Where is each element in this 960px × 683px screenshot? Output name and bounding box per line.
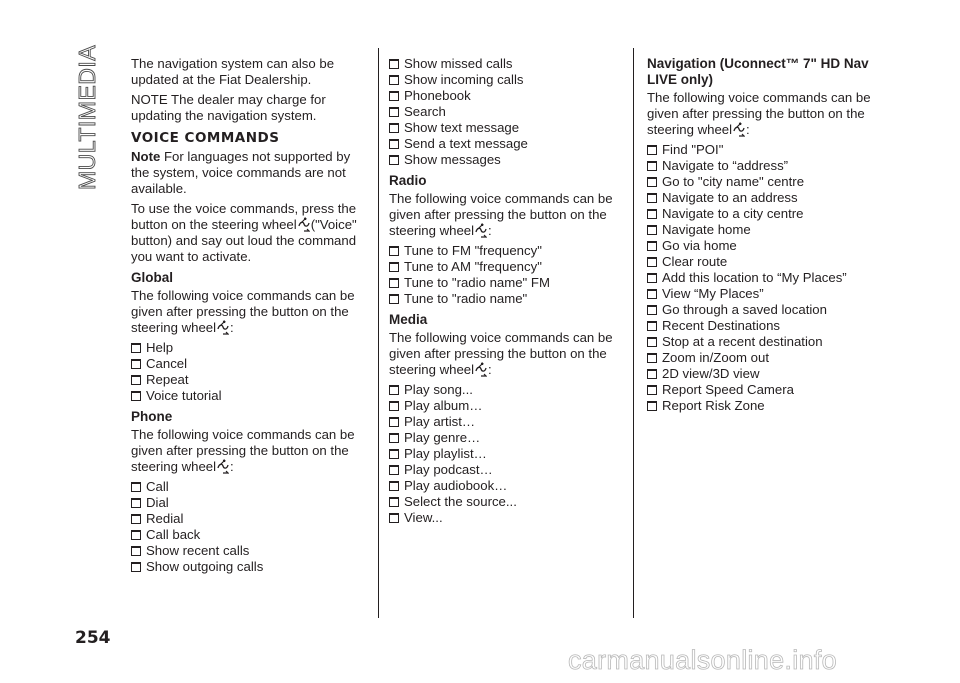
column-divider-2 [633,48,634,618]
list-item [131,559,363,575]
checkbox-bullet-icon [389,401,399,411]
list-item-label: Select the source... [404,494,517,509]
checkbox-bullet-icon [389,155,399,165]
checkbox-bullet-icon [647,161,657,171]
list-item [647,382,879,398]
checkbox-bullet-icon [389,433,399,443]
list-item-label: Go via home [662,238,737,253]
list-item-label: Play artist… [404,414,476,429]
list-item [131,543,363,559]
media-intro-text: The following voice commands can be given after pressing the button on the steering wheel [389,330,613,377]
list-item-label: Go through a saved location [662,302,827,317]
list-item [389,120,621,136]
note-label: Note [131,149,161,164]
list-item-label: Help [146,340,174,355]
watermark: carmanualsonline.info [568,645,837,675]
list-item-label: Report Speed Camera [662,382,794,397]
list-item [647,190,879,206]
list-item [131,495,363,511]
checkbox-bullet-icon [647,321,657,331]
voice-command-icon [475,362,487,377]
list-item-label: Navigate to a city centre [662,206,804,221]
checkbox-bullet-icon [647,337,657,347]
list-item-label: Dial [146,495,169,510]
list-item-label: Tune to "radio name" FM [404,275,550,290]
list-item [647,206,879,222]
checkbox-bullet-icon [389,497,399,507]
voice-commands-heading: VOICE COMMANDS [131,130,280,146]
voice-command-icon [733,122,745,137]
list-item [647,398,879,414]
voice-command-icon [217,459,229,474]
list-item [647,366,879,382]
list-item [389,478,621,494]
global-intro: The following voice commands can be given after pressing the button on the steering wheel : [131,288,355,335]
list-item-label: View... [404,510,443,525]
list-item-label: View “My Places” [662,286,764,301]
list-item-label: Play genre… [404,430,481,445]
checkbox-bullet-icon [647,209,657,219]
column-divider-1 [378,48,379,618]
checkbox-bullet-icon [647,225,657,235]
list-item [647,238,879,254]
phone-intro: The following voice commands can be given after pressing the button on the steering wheel : [131,427,355,474]
list-item [131,340,363,356]
list-item-label: Call [146,479,169,494]
checkbox-bullet-icon [647,401,657,411]
list-item [131,388,363,404]
phone-command-list [131,479,363,575]
list-item-label: Show outgoing calls [146,559,264,574]
radio-intro-text: The following voice commands can be given after pressing the button on the steering wheel [389,191,613,238]
list-item-label: Go to "city name" centre [662,174,805,189]
list-item-label: Show messages [404,152,501,167]
checkbox-bullet-icon [131,482,141,492]
list-item-label: Cancel [146,356,188,371]
list-item [389,136,621,152]
checkbox-bullet-icon [647,241,657,251]
page-number: 254 [75,628,111,648]
list-item-label: Play song... [404,382,473,397]
list-item-label: Play playlist… [404,446,487,461]
navigation-command-list [647,142,879,414]
list-item-label: Tune to FM "frequency" [404,243,542,258]
checkbox-bullet-icon [647,177,657,187]
radio-command-list [389,243,621,307]
checkbox-bullet-icon [131,359,141,369]
list-item-label: Show recent calls [146,543,250,558]
list-item-label: Tune to AM "frequency" [404,259,542,274]
checkbox-bullet-icon [647,145,657,155]
note-paragraph [131,149,363,197]
list-item [131,372,363,388]
list-item-label: Zoom in/Zoom out [662,350,770,365]
column-2 [389,56,621,530]
usage-text-after: ("Voice" button) and say out loud the command you want to activate. [131,217,357,264]
list-item-label: Play podcast… [404,462,493,477]
list-item [647,350,879,366]
list-item-label: Show text message [404,120,520,135]
list-item [389,430,621,446]
checkbox-bullet-icon [389,449,399,459]
checkbox-bullet-icon [131,391,141,401]
checkbox-bullet-icon [131,514,141,524]
checkbox-bullet-icon [647,353,657,363]
list-item-label: Navigate home [662,222,751,237]
voice-command-icon [475,223,487,238]
media-command-list [389,382,621,526]
list-item [389,510,621,526]
list-item-label: Report Risk Zone [662,398,765,413]
global-heading: Global [131,270,174,285]
list-item [389,382,621,398]
list-item-label: Call back [146,527,201,542]
list-item [131,511,363,527]
checkbox-bullet-icon [131,546,141,556]
checkbox-bullet-icon [389,294,399,304]
list-item [647,222,879,238]
checkbox-bullet-icon [389,91,399,101]
list-item [131,479,363,495]
checkbox-bullet-icon [647,289,657,299]
checkbox-bullet-icon [647,193,657,203]
list-item [389,414,621,430]
checkbox-bullet-icon [389,481,399,491]
navigation-intro-text: The following voice commands can be given after pressing the button on the steering wheel [647,90,871,137]
checkbox-bullet-icon [131,343,141,353]
list-item-label: Recent Destinations [662,318,781,333]
list-item [389,275,621,291]
checkbox-bullet-icon [389,75,399,85]
checkbox-bullet-icon [131,562,141,572]
checkbox-bullet-icon [389,513,399,523]
checkbox-bullet-icon [389,107,399,117]
column-1 [131,56,363,579]
checkbox-bullet-icon [647,385,657,395]
list-item [131,527,363,543]
list-item [389,259,621,275]
list-item [389,72,621,88]
list-item-label: Search [404,104,446,119]
list-item [131,356,363,372]
list-item [389,243,621,259]
media-heading: Media [389,312,428,327]
media-intro: The following voice commands can be given after pressing the button on the steering wheel : [389,330,613,377]
navigation-intro: The following voice commands can be given after pressing the button on the steering wheel : [647,90,871,137]
global-intro-text: The following voice commands can be given after pressing the button on the steering wheel [131,288,355,335]
list-item [647,158,879,174]
phone-heading: Phone [131,409,173,424]
checkbox-bullet-icon [389,123,399,133]
list-item [647,142,879,158]
navigation-heading: Navigation (Uconnect™ 7" HD Nav LIVE only) [647,56,869,87]
checkbox-bullet-icon [389,385,399,395]
list-item [647,270,879,286]
checkbox-bullet-icon [389,262,399,272]
intro-paragraph-2: NOTE The dealer may charge for updating the navigation system. [131,92,326,123]
list-item [389,104,621,120]
list-item [389,494,621,510]
section-title: MULTIMEDIA [74,44,100,190]
global-command-list [131,340,363,404]
list-item-label: Send a text message [404,136,528,151]
list-item-label: Show missed calls [404,56,513,71]
note-text: For languages not supported by the system, voice commands are not available. [131,149,351,196]
checkbox-bullet-icon [131,375,141,385]
list-item [647,286,879,302]
checkbox-bullet-icon [389,417,399,427]
list-item-label: Voice tutorial [146,388,222,403]
phone-command-list-continued [389,56,621,168]
list-item-label: Add this location to “My Places” [662,270,847,285]
radio-intro: The following voice commands can be given after pressing the button on the steering wheel : [389,191,613,238]
checkbox-bullet-icon [389,465,399,475]
usage-paragraph [131,201,363,265]
phone-intro-text: The following voice commands can be given after pressing the button on the steering wheel [131,427,355,474]
list-item [389,152,621,168]
list-item [389,88,621,104]
list-item-label: Clear route [662,254,728,269]
list-item-label: Navigate to an address [662,190,798,205]
list-item-label: Find "POI" [662,142,724,157]
intro-paragraph-1: The navigation system can also be updated at the Fiat Dealership. [131,56,335,87]
checkbox-bullet-icon [389,246,399,256]
list-item-label: Repeat [146,372,189,387]
list-item-label: 2D view/3D view [662,366,760,381]
list-item-label: Redial [146,511,184,526]
list-item-label: Phonebook [404,88,471,103]
list-item [647,174,879,190]
list-item-label: Navigate to “address” [662,158,789,173]
list-item-label: Show incoming calls [404,72,524,87]
checkbox-bullet-icon [131,530,141,540]
checkbox-bullet-icon [389,59,399,69]
list-item-label: Tune to "radio name" [404,291,528,306]
checkbox-bullet-icon [131,498,141,508]
list-item-label: Play album… [404,398,483,413]
list-item-label: Stop at a recent destination [662,334,823,349]
list-item [389,398,621,414]
list-item [647,302,879,318]
checkbox-bullet-icon [647,273,657,283]
checkbox-bullet-icon [647,257,657,267]
list-item [647,318,879,334]
voice-command-icon [298,217,310,232]
list-item [389,462,621,478]
checkbox-bullet-icon [647,369,657,379]
list-item [647,334,879,350]
checkbox-bullet-icon [647,305,657,315]
checkbox-bullet-icon [389,278,399,288]
list-item [389,56,621,72]
voice-command-icon [217,320,229,335]
checkbox-bullet-icon [389,139,399,149]
usage-text-before: To use the voice commands, press the button on the steering wheel [131,201,357,232]
radio-heading: Radio [389,173,427,188]
list-item [389,446,621,462]
list-item [389,291,621,307]
list-item [647,254,879,270]
list-item-label: Play audiobook… [404,478,508,493]
column-3 [647,56,879,418]
